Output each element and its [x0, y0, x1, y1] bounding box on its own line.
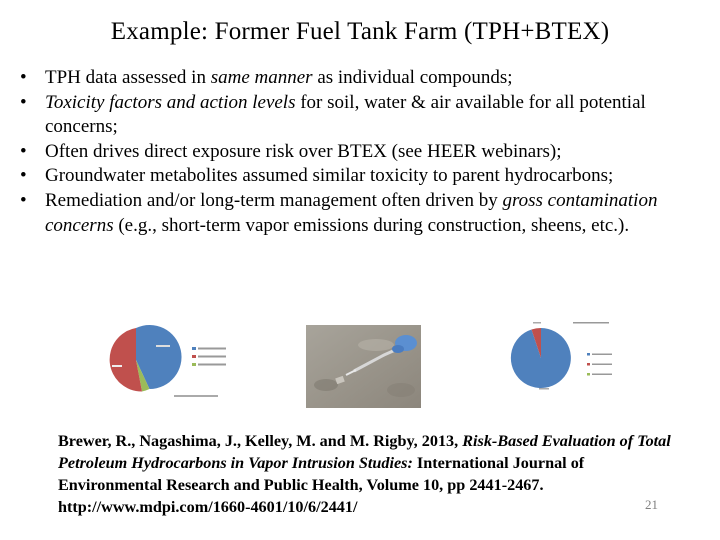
bullet-emphasis: same manner: [210, 67, 313, 88]
bullet-marker: •: [20, 91, 27, 113]
legend-swatch: [192, 363, 196, 366]
legend-text-mark: [592, 374, 612, 376]
legend-swatch: [192, 347, 196, 350]
legend-swatch: [587, 353, 590, 356]
pie-chart-thumbnail-left: [100, 323, 270, 413]
bullet-marker: •: [20, 67, 27, 88]
citation-source: International Journal of Environmental Research and Public Health, Volume 10, pp 2441-2467. http://www.mdpi.com/1660-4601/10/6/2441/: [58, 454, 585, 516]
bullet-item: [20, 140, 700, 165]
legend-text-mark: [198, 356, 226, 358]
legend-swatch: [587, 373, 590, 376]
bullet-text: for soil, water & air available for all potential concerns;: [45, 91, 646, 138]
bullet-item: [20, 189, 700, 238]
soil-sampling-photo: [306, 325, 421, 408]
bullet-item: [20, 164, 700, 189]
bullet-text: TPH data assessed in: [45, 67, 211, 88]
bullet-text: Often drives direct exposure risk over BTEX (see HEER webinars);: [45, 140, 562, 162]
caption-mark: [174, 395, 218, 397]
citation-title: Risk-Based Evaluation of Total Petroleum Hydrocarbons in Vapor Intrusion Studies:: [58, 432, 671, 472]
caption-mark: [573, 322, 609, 324]
citation-authors: Brewer, R., Nagashima, J., Kelley, M. and M. Rigby, 2013,: [58, 432, 463, 450]
legend-swatch: [192, 355, 196, 358]
bullet-emphasis: Toxicity factors and action levels: [45, 91, 296, 113]
bullet-emphasis: gross contamination concerns: [45, 189, 658, 236]
bullet-text: Remediation and/or long-term management often driven by: [45, 189, 503, 211]
bullet-item: [20, 66, 700, 91]
bullet-text: (e.g., short-term vapor emissions during construction, sheens, etc.).: [113, 214, 630, 236]
slice-label-mark: [539, 388, 549, 390]
pie-chart-thumbnail-right: [503, 320, 619, 398]
slide-number: 21: [645, 497, 658, 512]
legend-swatch: [587, 363, 590, 366]
bullet-marker: •: [20, 189, 27, 211]
bullet-text: as individual compounds;: [312, 67, 513, 88]
slice-label-mark: [533, 322, 541, 324]
bullet-text: Groundwater metabolites assumed similar toxicity to parent hydrocarbons;: [45, 165, 614, 187]
legend-text-mark: [592, 364, 612, 366]
legend-text-mark: [198, 348, 226, 350]
bullet-marker: •: [20, 140, 27, 162]
legend-text-mark: [592, 354, 612, 356]
slice-label-mark: [112, 365, 122, 367]
slide-title: Example: Former Fuel Tank Farm (TPH+BTEX): [110, 18, 610, 45]
bullet-item: [20, 91, 700, 140]
slice-label-mark: [156, 345, 170, 347]
bullet-list: [20, 66, 700, 238]
citation: [58, 430, 688, 518]
legend-text-mark: [198, 364, 226, 366]
bullet-marker: •: [20, 165, 27, 187]
